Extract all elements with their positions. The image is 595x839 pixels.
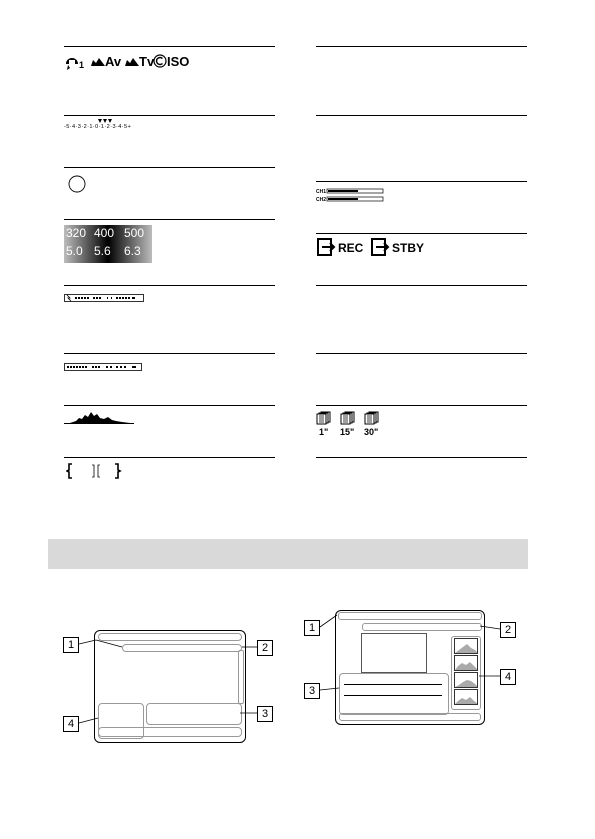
exposure-scale bbox=[64, 119, 154, 137]
svg-text:CH1: CH1 bbox=[316, 189, 327, 195]
rec-label: REC bbox=[338, 241, 364, 255]
right-rule-2 bbox=[316, 115, 527, 116]
iso-value-3: 500 bbox=[124, 226, 145, 240]
left-rule-7 bbox=[64, 405, 275, 406]
left-callout-4: 4 bbox=[63, 716, 79, 732]
right-rule-3 bbox=[316, 181, 527, 182]
histogram-b-icon bbox=[454, 689, 478, 705]
output-arrow-rec-icon bbox=[316, 237, 338, 257]
iso-value-2: 400 bbox=[94, 226, 115, 240]
svg-text:CH2: CH2 bbox=[316, 197, 327, 203]
left-rule-6 bbox=[64, 353, 275, 354]
spot-circle-icon bbox=[68, 175, 86, 193]
left-rule-8 bbox=[64, 457, 275, 458]
stack-icon-1 bbox=[316, 411, 332, 425]
left-diagram-area-3 bbox=[146, 703, 242, 725]
left-rule-1 bbox=[64, 46, 275, 47]
right-callout-1: 1 bbox=[304, 620, 320, 636]
rec-stby-icons bbox=[316, 237, 466, 259]
right-callout-2: 2 bbox=[500, 622, 516, 638]
left-rule-3 bbox=[64, 167, 275, 168]
left-rule-5 bbox=[64, 285, 275, 286]
left-callout-1: 1 bbox=[63, 637, 79, 653]
exposure-scale-text: -5·4·3·2·1·0·1·2·3·4·5+ bbox=[64, 124, 132, 130]
stack-icon-2 bbox=[340, 411, 356, 425]
left-diagram-area-2 bbox=[122, 644, 242, 652]
fnum-value-1: 5.0 bbox=[66, 244, 83, 258]
right-diagram-info-line-1 bbox=[344, 684, 442, 685]
right-diagram-bottom-strip bbox=[339, 713, 481, 721]
fnum-value-2: 5.6 bbox=[94, 244, 111, 258]
histogram-y-icon bbox=[454, 638, 478, 654]
right-diagram-top-strip bbox=[338, 612, 482, 620]
cloud-av-icon bbox=[90, 56, 106, 68]
stack-icon-3 bbox=[364, 411, 380, 425]
af-area-brackets-icon bbox=[66, 463, 126, 479]
right-callout-4: 4 bbox=[500, 669, 516, 685]
histogram-g-icon bbox=[454, 672, 478, 688]
right-rule-7 bbox=[316, 405, 527, 406]
left-callout-2: 2 bbox=[257, 640, 273, 656]
right-rule-1 bbox=[316, 46, 527, 47]
histogram-r-icon bbox=[454, 655, 478, 671]
right-rule-6 bbox=[316, 353, 527, 354]
scene-prefix: 1 bbox=[79, 60, 85, 70]
cloud-tv-icon bbox=[124, 56, 140, 68]
fnum-value-3: 6.3 bbox=[124, 244, 141, 258]
stby-label: STBY bbox=[392, 241, 425, 255]
drive-info-strip-icon bbox=[64, 363, 142, 371]
left-diagram-area-1 bbox=[98, 633, 242, 641]
histogram-icon bbox=[64, 410, 134, 424]
interval-icons bbox=[316, 411, 396, 443]
interval-1-label: 1" bbox=[319, 427, 329, 437]
right-diagram-info-line-2 bbox=[344, 695, 442, 696]
audio-level-meters bbox=[316, 187, 386, 203]
right-diagram-info-panel bbox=[339, 673, 449, 715]
left-diagram-area-4b bbox=[98, 727, 242, 737]
left-rule-2 bbox=[64, 115, 275, 116]
right-rule-4 bbox=[316, 233, 527, 234]
right-rule-5 bbox=[316, 285, 527, 286]
audio-meter-icon bbox=[316, 187, 386, 203]
mode-iso-label: ISO bbox=[167, 54, 190, 69]
right-callout-3: 3 bbox=[304, 683, 320, 699]
interval-2-label: 15" bbox=[340, 427, 355, 437]
right-diagram-info-strip bbox=[362, 623, 482, 631]
left-callout-3: 3 bbox=[257, 706, 273, 722]
left-diagram-right-strip bbox=[238, 650, 244, 704]
iso-value-1: 320 bbox=[66, 226, 87, 240]
section-header-band bbox=[48, 539, 528, 569]
right-diagram-image-area bbox=[361, 633, 427, 673]
left-rule-4 bbox=[64, 219, 275, 220]
c-circle-icon bbox=[153, 54, 167, 68]
scene-mode-icons bbox=[64, 52, 194, 72]
output-arrow-stby-icon bbox=[370, 237, 392, 257]
mode-tv-label: Tv bbox=[139, 54, 155, 69]
right-rule-8 bbox=[316, 457, 527, 458]
flash-info-strip-icon bbox=[64, 294, 144, 302]
interval-3-label: 30" bbox=[364, 427, 379, 437]
mode-av-label: Av bbox=[105, 54, 122, 69]
iso-fnumber-display bbox=[64, 225, 152, 263]
